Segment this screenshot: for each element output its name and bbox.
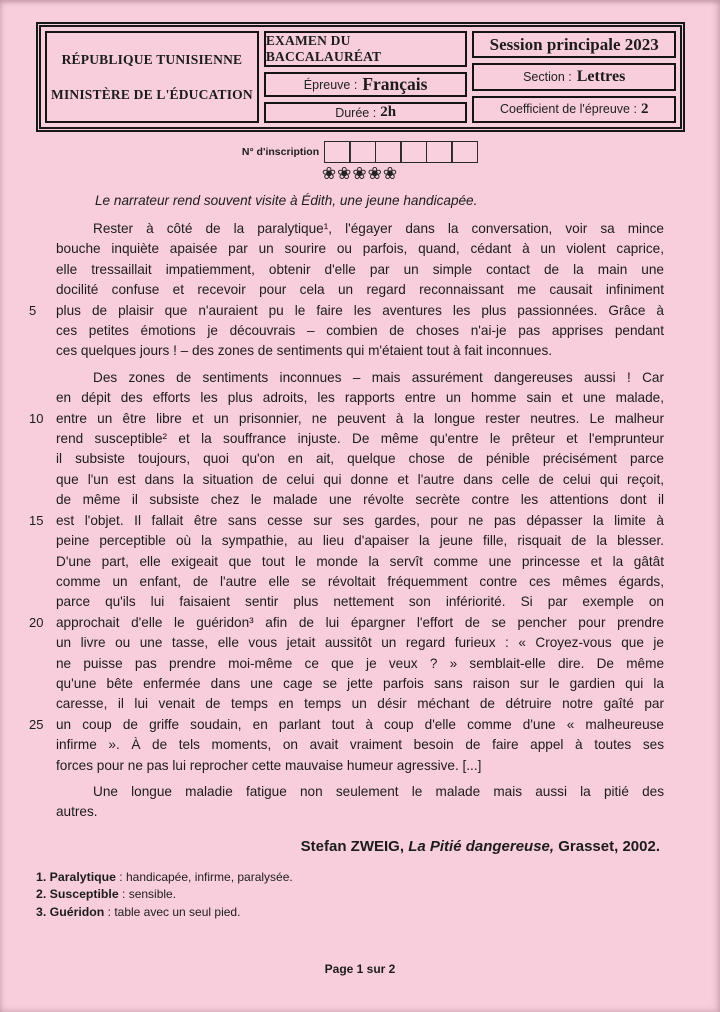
line-text: plus de plaisir que n'auraient pu le faire les aventures les plus passionnées. Grâce à — [56, 302, 664, 318]
line-number — [22, 654, 56, 674]
section-box — [472, 63, 676, 90]
page-number: Page 1 sur 2 — [324, 962, 396, 976]
attribution-publisher: Grasset, 2002. — [554, 837, 660, 855]
footnote-definition: : handicapée, infirme, paralysée. — [115, 869, 293, 884]
flower-divider: ❀❀❀❀❀ — [321, 164, 399, 183]
footnote-term: 3. Guéridon — [36, 904, 105, 919]
line-number — [22, 219, 56, 239]
text-line — [22, 429, 664, 449]
text-line — [22, 511, 664, 531]
coefficient-label: Coefficient de l'épreuve : — [499, 102, 637, 117]
line-number — [22, 694, 56, 714]
text-line — [22, 715, 664, 735]
footnote — [36, 904, 720, 922]
passage-lines — [22, 219, 664, 823]
line-text: un livre ou une tasse, elle vous jetait aussitôt un regard furieux : « Croyez-vous que je — [56, 635, 664, 651]
text-line — [22, 490, 664, 510]
attribution-work-title: La Pitié dangereuse, — [408, 837, 555, 855]
line-text: en dépit des efforts les plus adroits, les rapports entre un homme sain et une malade, — [56, 390, 664, 406]
text-line — [22, 388, 664, 408]
line-number — [22, 280, 56, 300]
line-text: ces petites émotions je découvrais – combien de choses n'ai-je pas apprises pendant — [56, 323, 664, 339]
epreuve-label: Épreuve : — [303, 77, 358, 92]
text-line — [22, 409, 664, 429]
text-line — [22, 572, 664, 592]
line-text: peine perceptible où la sympathie, au lieu d'apaiser la jeune fille, risquait de la blesser. — [56, 533, 664, 549]
text-line — [22, 449, 664, 469]
inscription-cell — [375, 141, 402, 163]
epreuve-value: Français — [362, 74, 428, 94]
line-number: 10 — [29, 410, 44, 426]
footnotes-list — [36, 869, 720, 922]
exam-header-table — [36, 22, 685, 132]
header-middle-column — [264, 31, 468, 123]
line-text: approchait d'elle le guéridon³ afin de lui épargner l'effort de se pencher pour prendre — [56, 614, 664, 630]
line-text: ne puisse pas prendre moi-même ce que je veux ? » semblait-elle dire. De même — [56, 655, 664, 671]
footnote-term: 1. Paralytique — [36, 869, 116, 884]
footnote-definition: : sensible. — [118, 887, 177, 902]
text-line — [22, 654, 664, 674]
line-text: que l'un est dans la situation de celui qui donne et l'autre dans celle de celui qui reçoit, — [56, 471, 664, 487]
text-line — [22, 341, 664, 361]
republic-label: RÉPUBLIQUE TUNISIENNE — [61, 51, 243, 67]
footnote — [36, 886, 720, 904]
line-number — [22, 321, 56, 341]
line-number — [22, 735, 56, 755]
inscription-cell — [324, 141, 351, 163]
line-number — [22, 490, 56, 510]
line-text: forces pour ne pas lui reprocher cette mauvaise humeur agressive. [...] — [56, 757, 482, 773]
text-line — [22, 531, 664, 551]
line-number: 15 — [29, 512, 44, 528]
line-number — [22, 782, 56, 802]
line-text: il subsiste toujours, quoi qu'on en ait, quelque chose de pénible précisément parce — [56, 451, 664, 467]
session-label: Session principale 2023 — [489, 34, 659, 54]
line-text: de même il subsiste chez le malade une révolte secrète contre les attentions dont il — [56, 492, 664, 508]
ministry-box — [45, 31, 259, 123]
inscription-cell — [426, 141, 453, 163]
inscription-cell — [400, 141, 427, 163]
line-text: Des zones de sentiments inconnues – mais assurément dangereuses aussi ! Car — [93, 369, 664, 385]
duree-label: Durée : — [335, 105, 377, 120]
text-line — [22, 239, 664, 259]
attribution-author: Stefan ZWEIG, — [300, 837, 409, 855]
line-text: infirme ». À de tels moments, on avait vraiment besoin de faire appel à toutes ses — [56, 737, 664, 753]
line-number — [22, 592, 56, 612]
ministry-label: MINISTÈRE DE L'ÉDUCATION — [51, 86, 253, 102]
line-text: caresse, il lui venait de temps en temps un désir méchant de détruire notre gaîté par — [56, 696, 664, 712]
text-line — [22, 674, 664, 694]
text-line — [22, 260, 664, 280]
epreuve-box — [264, 72, 468, 97]
coefficient-value: 2 — [640, 100, 649, 117]
line-number — [22, 633, 56, 653]
text-line — [22, 321, 664, 341]
header-right-column — [472, 31, 676, 123]
line-text: entre un être libre et un prisonnier, ne peuvent à la longue rester neutres. Le malheur — [56, 410, 664, 426]
inscription-row — [0, 141, 720, 163]
attribution — [0, 838, 660, 855]
line-number — [22, 341, 56, 361]
line-text: docilité confuse et recevoir pour cela un regard reconnaissant me causait infiniment — [56, 282, 664, 298]
line-number — [22, 239, 56, 259]
line-text: D'une part, elle exigeait que tout le monde la servît comme une princesse et la gâtât — [56, 553, 664, 569]
inscription-cell — [451, 141, 478, 163]
duree-value: 2h — [380, 104, 397, 120]
footnote-term: 2. Susceptible — [36, 887, 119, 902]
line-text: rend susceptible² et la souffrance injuste. De même qu'entre le prêteur et l'emprunteur — [56, 431, 664, 447]
line-number — [22, 531, 56, 551]
line-number: 25 — [29, 716, 44, 732]
exam-title-box — [264, 31, 468, 67]
line-number — [22, 802, 56, 822]
text-line — [22, 219, 664, 239]
line-text: Une longue maladie fatigue non seulement le malade mais aussi la pitié des — [93, 783, 664, 799]
line-text: bouche inquiète apaisée par un sourire ou parfois, quand, cédant à un violent caprice, — [56, 241, 664, 257]
text-line — [22, 802, 664, 822]
session-box — [472, 31, 676, 58]
line-number — [22, 388, 56, 408]
text-line — [22, 592, 664, 612]
text-line — [22, 301, 664, 321]
footnote-definition: : table avec un seul pied. — [104, 904, 241, 919]
inscription-cell — [349, 141, 376, 163]
line-number — [22, 470, 56, 490]
line-number — [22, 449, 56, 469]
text-line — [22, 735, 664, 755]
line-number: 20 — [29, 614, 44, 630]
section-label: Section : — [523, 69, 572, 84]
text-line — [22, 280, 664, 300]
text-line — [22, 694, 664, 714]
duree-box — [264, 102, 468, 123]
line-text: qu'une bête enfermée dans une cage se jette parfois sans raison sur le gardien qui la — [56, 675, 664, 691]
text-line — [22, 552, 664, 572]
line-number — [22, 260, 56, 280]
text-line — [22, 613, 664, 633]
line-text: comme un enfant, de l'autre elle se révoltait fréquemment contre ces mêmes égards, — [56, 573, 664, 589]
line-text: parce qu'ils lui faisaient sentir plus nettement son infériorité. Si par exemple on — [56, 594, 664, 610]
coefficient-box — [472, 96, 676, 123]
line-number — [22, 674, 56, 694]
exam-title: EXAMEN DU BACCALAURÉAT — [265, 33, 382, 64]
text-line — [22, 633, 664, 653]
line-number — [22, 552, 56, 572]
line-text: est l'objet. Il fallait être sans cesse sur ses gardes, pour ne pas dépasser la limite à — [56, 512, 664, 528]
inscription-label: N° d'inscription — [241, 146, 320, 158]
line-number — [22, 368, 56, 388]
text-line — [22, 782, 664, 802]
text-line — [22, 756, 664, 776]
intro-sentence: Le narrateur rend souvent visite à Édith, une jeune handicapée. — [95, 193, 478, 208]
footnote — [36, 869, 720, 887]
line-text: elle tressaillait impatiemment, obtenir d'elle par un simple contact de la main une — [56, 261, 664, 277]
line-text: ces quelques jours ! – des zones de sentiments qui m'étaient tout à fait inconnues. — [56, 343, 553, 359]
line-text: un coup de griffe soudain, en parlant tout à coup d'elle comme d'une « malheureuse — [56, 716, 664, 732]
inscription-grid — [325, 141, 478, 163]
line-number — [22, 429, 56, 449]
line-number: 5 — [29, 302, 37, 318]
line-number — [22, 572, 56, 592]
line-text: Rester à côté de la paralytique¹, l'égayer dans la conversation, voir sa mince — [93, 221, 664, 236]
line-number — [22, 756, 56, 776]
line-text: autres. — [56, 804, 98, 820]
text-line — [22, 368, 664, 388]
section-value: Lettres — [576, 67, 626, 85]
text-line — [22, 470, 664, 490]
